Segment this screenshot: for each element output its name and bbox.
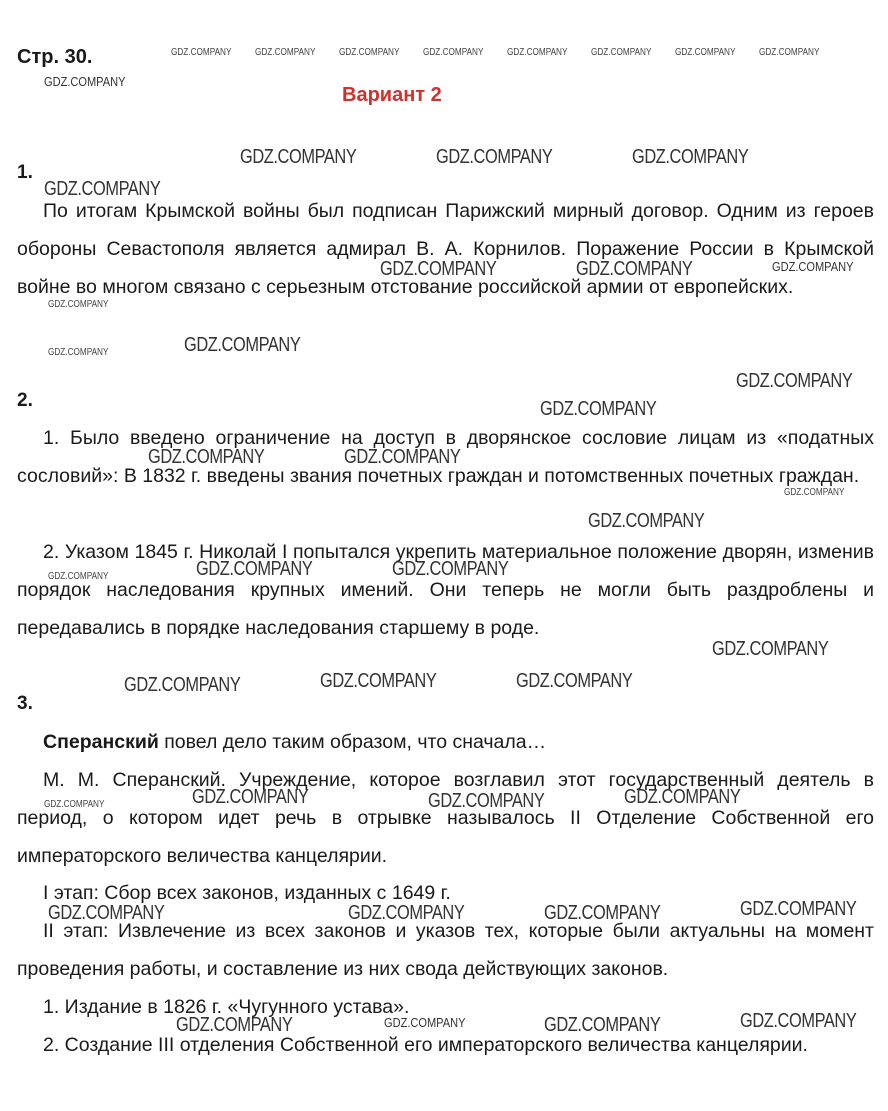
watermark: GDZ.COMPANY bbox=[540, 398, 657, 420]
question-3-lead-text: повел дело таким образом, что сначала… bbox=[158, 731, 547, 753]
question-3-number: 3. bbox=[17, 693, 33, 714]
watermark: GDZ.COMPANY bbox=[591, 47, 652, 58]
question-3-stage-2: II этап: Извлечение из всех законов и указов тех, которые были актуальны на момент проведения работы, и составление из них свода действующих законов. bbox=[17, 920, 874, 980]
watermark: GDZ.COMPANY bbox=[192, 786, 309, 808]
watermark: GDZ.COMPANY bbox=[428, 790, 545, 812]
watermark: GDZ.COMPANY bbox=[255, 47, 316, 58]
page-reference: Стр. 30. bbox=[17, 46, 93, 68]
watermark: GDZ.COMPANY bbox=[736, 370, 853, 392]
watermark: GDZ.COMPANY bbox=[196, 558, 313, 580]
question-2-number: 2. bbox=[17, 390, 33, 411]
watermark: GDZ.COMPANY bbox=[48, 299, 109, 310]
question-3-lead bbox=[17, 723, 874, 761]
watermark: GDZ.COMPANY bbox=[44, 799, 105, 810]
watermark: GDZ.COMPANY bbox=[124, 674, 241, 696]
watermark: GDZ.COMPANY bbox=[772, 259, 854, 274]
watermark: GDZ.COMPANY bbox=[675, 47, 736, 58]
speransky-bold-name: Сперанский bbox=[43, 731, 159, 753]
watermark: GDZ.COMPANY bbox=[240, 146, 357, 168]
watermark: GDZ.COMPANY bbox=[384, 1015, 466, 1030]
watermark: GDZ.COMPANY bbox=[44, 178, 161, 200]
watermark: GDZ.COMPANY bbox=[740, 898, 857, 920]
watermark: GDZ.COMPANY bbox=[348, 902, 465, 924]
variant-title: Вариант 2 bbox=[342, 84, 442, 106]
watermark: GDZ.COMPANY bbox=[759, 47, 820, 58]
watermark: GDZ.COMPANY bbox=[632, 146, 749, 168]
question-1-answer: По итогам Крымской войны был подписан Парижский мирный договор. Одним из героев обороны Севастополя является адмирал В. А. Корнилов. Поражение России в Крымской войне во многом связано с серьезным отстование российской армии от европейских. bbox=[17, 200, 874, 298]
watermark: GDZ.COMPANY bbox=[48, 347, 109, 358]
watermark: GDZ.COMPANY bbox=[171, 47, 232, 58]
watermark: GDZ.COMPANY bbox=[320, 670, 437, 692]
question-1-number: 1. bbox=[17, 162, 33, 183]
watermark: GDZ.COMPANY bbox=[784, 487, 845, 498]
question-3-item-2: 2. Создание III отделения Собственной его императорского величества канцелярии. bbox=[43, 1034, 808, 1056]
question-2-paragraph-1: 1. Было введено ограничение на доступ в дворянское сословие лицам из «податных сословий»: В 1832 г. введены звания почетных граждан и потомственных почетных граждан. bbox=[17, 427, 874, 487]
watermark: GDZ.COMPANY bbox=[544, 1014, 661, 1036]
watermark: GDZ.COMPANY bbox=[576, 258, 693, 280]
question-2-paragraph-2: 2. Указом 1845 г. Николай I попытался укрепить материальное положение дворян, изменив порядок наследования крупных имений. Они теперь не могли быть раздроблены и передавались в порядке наследования старшему в роде. bbox=[17, 541, 874, 639]
question-3-item-1: 1. Издание в 1826 г. «Чугунного устава». bbox=[43, 996, 410, 1018]
watermark: GDZ.COMPANY bbox=[507, 47, 568, 58]
watermark: GDZ.COMPANY bbox=[344, 446, 461, 468]
watermark: GDZ.COMPANY bbox=[588, 510, 705, 532]
watermark: GDZ.COMPANY bbox=[516, 670, 633, 692]
watermark: GDZ.COMPANY bbox=[48, 571, 109, 582]
question-3-paragraph-1: М. М. Сперанский. Учреждение, которое возглавил этот государственный деятель в период, о котором идет речь в отрывке называлось II Отделение Собственной его императорского величества канцелярии. bbox=[17, 769, 874, 867]
question-3-stage-1: I этап: Сбор всех законов, изданных с 1649 г. bbox=[43, 882, 451, 904]
watermark: GDZ.COMPANY bbox=[48, 902, 165, 924]
watermark: GDZ.COMPANY bbox=[436, 146, 553, 168]
watermark: GDZ.COMPANY bbox=[44, 74, 126, 89]
watermark: GDZ.COMPANY bbox=[392, 558, 509, 580]
watermark: GDZ.COMPANY bbox=[176, 1014, 293, 1036]
watermark: GDZ.COMPANY bbox=[184, 334, 301, 356]
watermark: GDZ.COMPANY bbox=[712, 638, 829, 660]
watermark: GDZ.COMPANY bbox=[544, 902, 661, 924]
watermark: GDZ.COMPANY bbox=[423, 47, 484, 58]
watermark: GDZ.COMPANY bbox=[624, 786, 741, 808]
watermark: GDZ.COMPANY bbox=[148, 446, 265, 468]
watermark: GDZ.COMPANY bbox=[339, 47, 400, 58]
watermark: GDZ.COMPANY bbox=[740, 1010, 857, 1032]
watermark: GDZ.COMPANY bbox=[380, 258, 497, 280]
